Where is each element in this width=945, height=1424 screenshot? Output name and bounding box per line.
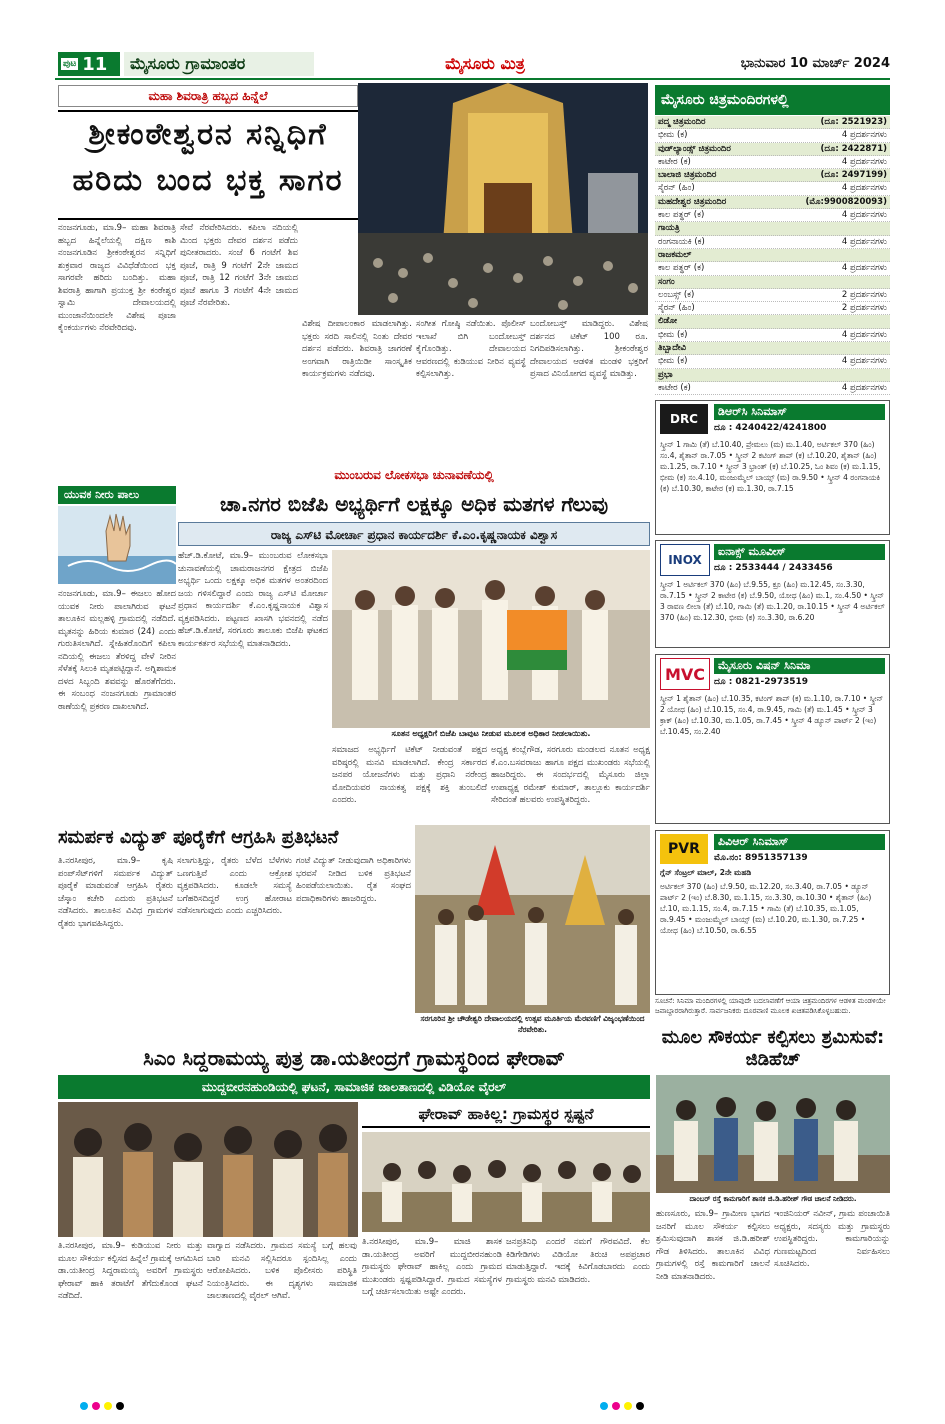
story6-column-2: ಜನಪ್ರತಿನಿಧಿ ಎಂದರೆ ನಮಗೆ ಗೌರವವಿದೆ. ಕೆಲ ಕಿಡಿಗೇಡಿಗಳು ವಿಡಿಯೋ ತಿರುಚಿ ಅಪಪ್ರಚಾರ ಮಾಡುತ್ತಿದ್ದಾರೆ. ಇದಕ್ಕೆ ಕಿವಿಗೊಡಬಾರದು ಎಂದು ಗ್ರಾಮಸ್ಥರು ಮನವಿ ಮಾಡಿದರು. <box>506 1237 650 1285</box>
movie-row <box>655 289 890 302</box>
cinema-hall-row <box>655 222 890 235</box>
story1-headline <box>58 110 358 220</box>
gherao-crowd-photo <box>58 1102 358 1237</box>
temple-crowd-photo <box>358 83 648 315</box>
mvc-box <box>655 654 890 824</box>
story3-photo-caption: ಸೂತನ ಅಧ್ಯಕ್ಷರಿಗೆ ಬಿಜೆಪಿ ಬಾವುಟ ನೀಡುವ ಮೂಲಕ ಅಧಿಕಾರ ನೀಡಲಾಯಿತು. <box>391 729 591 738</box>
cinema-listing-table <box>655 116 890 394</box>
story6-column-1: ತಿ.ನರಸೀಪುರ, ಮಾ.9– ಮಾಜಿ ಶಾಸಕ ಡಾ.ಯತೀಂದ್ರ ಅವರಿಗೆ ಮುದ್ದಬೀರನಹುಂಡಿ ಗ್ರಾಮಸ್ಥರು ಘೇರಾವ್ ಹಾಕಿಲ್ಲ ಎಂದು ಗ್ರಾಮದ ಮುಖಂಡರು ಸ್ಪಷ್ಟಪಡಿಸಿದ್ದಾರೆ. ಗ್ರಾಮದ ಸಮಸ್ಯೆಗಳ ಬಗ್ಗೆ ಚರ್ಚಿಸಲಾಯಿತು ಅಷ್ಟೇ ಎಂದರು. <box>362 1237 502 1297</box>
listing-name: ರಾಜಕಮಲ್ <box>658 249 692 260</box>
story1-kicker: ಮಹಾ ಶಿವರಾತ್ರಿ ಹಬ್ಬದ ಹಿನ್ನೆಲೆ <box>58 85 358 107</box>
listing-info: (ದೂ: 2521923) <box>820 117 887 127</box>
listing-info: 2 ಪ್ರದರ್ಶನಗಳು <box>841 289 887 300</box>
story3-band: ಮುಂಬರುವ ಲೋಕಸಭಾ ಚುನಾವಣೆಯಲ್ಲಿ <box>334 468 494 482</box>
story1-column-1: ನಂಜನಗೂಡು, ಮಾ.9– ಮಹಾ ಶಿವರಾತ್ರಿ ಹಬ್ಬದ ಹಿನ್ನೆಲೆಯಲ್ಲಿ ದಕ್ಷಿಣ ಕಾಶಿ ನಂಜನಗೂಡಿನ ಶ್ರೀಕಂಠೇಶ್ವರನ ಸನ್ನಿಧಿಗೆ ಶುಕ್ರವಾರ ರಾಜ್ಯದ ವಿವಿಧೆಡೆಯಿಂದ ಭಕ್ತ ಸಾಗರವೇ ಹರಿದು ಬಂದಿತ್ತು. ಮಹಾ ಶಿವರಾತ್ರಿ ಹಾಗಾಗಿ ಪ್ರಯುಕ್ತ ಶ್ರೀ ಕಂಠೇಶ್ವರ ಸ್ವಾಮಿ ದೇವಾಲಯದಲ್ಲಿ ಮುಂಜಾನೆಯಿಂದಲೇ ವಿಶೇಷ ಪೂಜಾ ಕೈಂಕರ್ಯಗಳು ನೆರವೇರಿದವು. <box>58 223 176 333</box>
page-number: 11 <box>82 53 108 75</box>
story7-photo-caption: ದಾಂಬರ್ ರಸ್ತೆ ಕಾಮಗಾರಿಗೆ ಶಾಸಕ ಜಿ.ಡಿ.ಹರೀಶ್ ಗೌಡ ಚಾಲನೆ ನೀಡಿದರು. <box>689 1195 857 1203</box>
story5-subheadline: ಮುದ್ದಬೀರನಹುಂಡಿಯಲ್ಲಿ ಘಟನೆ, ಸಾಮಾಜಿಕ ಜಾಲತಾಣದಲ್ಲಿ ವಿಡಿಯೋ ವೈರಲ್ <box>58 1075 650 1099</box>
listing-name: ಕಾಲ ಪತ್ಥರ್ (ಕ) <box>658 263 705 274</box>
listing-name: ಕಾಟೇರ (ಕ) <box>658 382 691 393</box>
listing-info: 4 ಪ್ರದರ್ಶನಗಳು <box>841 236 887 247</box>
listing-name: ಗಾಯತ್ರಿ <box>658 223 680 234</box>
listing-info: 4 ಪ್ರದರ್ಶನಗಳು <box>841 329 887 340</box>
temple-photo-art <box>358 83 648 315</box>
story3-headline: ಚಾ.ನಗರ ಬಿಜೆಪಿ ಅಭ್ಯರ್ಥಿಗೆ ಲಕ್ಷಕ್ಕೂ ಅಧಿಕ ಮತಗಳ ಗೆಲುವು <box>219 492 609 516</box>
story5-column-2: ವಾಗ್ವಾದ ನಡೆಸಿದರು. ಗ್ರಾಮದ ಸಮಸ್ಯೆ ಬಗ್ಗೆ ಹಲವು ಬಾರಿ ಮನವಿ ಸಲ್ಲಿಸಿದರೂ ಸ್ಪಂದಿಸಿಲ್ಲ ಎಂದು ಆರೋಪಿಸಿದರು. ಬಳಿಕ ಪೊಲೀಸರು ಪರಿಸ್ಥಿತಿ ನಿಯಂತ್ರಿಸಿದರು. ಈ ದೃಶ್ಯಗಳು ಸಾಮಾಜಿಕ ಜಾಲತಾಣದಲ್ಲಿ ವೈರಲ್ ಆಗಿವೆ. <box>207 1241 357 1301</box>
story7-column-1: ಹುಣಸೂರು, ಮಾ.9– ಗ್ರಾಮೀಣ ಭಾಗದ ಜನರಿಗೆ ಮೂಲ ಸೌಕರ್ಯ ಕಲ್ಪಿಸಲು ಶ್ರಮಿಸುವುದಾಗಿ ಶಾಸಕ ಜಿ.ಡಿ.ಹರೀಶ್ ಗೌಡ ತಿಳಿಸಿದರು. ತಾಲೂಕಿನ ವಿವಿಧ ಗ್ರಾಮಗಳಲ್ಲಿ ರಸ್ತೆ ಕಾಮಗಾರಿಗೆ ಚಾಲನೆ ನೀಡಿ ಮಾತನಾಡಿದರು. <box>656 1209 770 1282</box>
header-rule <box>55 78 890 80</box>
pvr-phone: ಮೊ.ನಂ: 8951357139 <box>714 853 808 863</box>
listing-name: ಲಿಡೋ <box>658 316 678 327</box>
mvc-logo: MVC <box>660 658 710 690</box>
listing-info: 4 ಪ್ರದರ್ಶನಗಳು <box>841 263 887 274</box>
cinema-hall-row <box>655 276 890 289</box>
story4-photo-caption: ಸರಗೂರಿನ ಶ್ರೀ ಚೌಡೇಶ್ವರಿ ದೇವಾಲಯದಲ್ಲಿ ಉತ್ಸವ ಮೂರ್ತಿಯ ಮೆರವಣಿಗೆ ವಿಜೃಂಭಣೆಯಿಂದ ನೆರವೇರಿತು. <box>420 1014 645 1034</box>
listing-name: ಮಹದೇಶ್ವರ ಚಿತ್ರಮಂದಿರ <box>658 196 727 207</box>
story1-column-3: ವಿಶೇಷ ದೀಪಾಲಂಕಾರ ಮಾಡಲಾಗಿತ್ತು. ಭಕ್ತರು ಸರದಿ ಸಾಲಿನಲ್ಲಿ ನಿಂತು ದೇವರ ದರ್ಶನ ಪಡೆದರು. ಶಿವರಾತ್ರಿ ಜಾಗರಣೆ ಅಂಗವಾಗಿ ರಾತ್ರಿಯಿಡೀ ಸಾಂಸ್ಕೃತಿಕ ಕಾರ್ಯಕ್ರಮಗಳು ನಡೆದವು. <box>302 319 412 379</box>
inox-box <box>655 540 890 648</box>
cinema-hall-row <box>655 369 890 382</box>
listing-info: (ದೂ: 2497199) <box>820 170 887 181</box>
inox-showtimes: ಸ್ಕ್ರೀನ್ 1 ಅರ್ಟಿಕಲ್ 370 (ಹಿಂ) ಬೆ.9.55, ಕ್ರೂ (ಹಿಂ) ಮ.12.45, ಸಂ.3.30, ರಾ.7.15 • ಸ್ಕ್ರೀನ್ 2 ಕಾಟೇರ (ಕ) ಬೆ.9.50, ಯೋಧ (ಹಿಂ) ಮ.1, ಸಂ.4.50 • ಸ್ಕ್ರೀನ್ 3 ರಾವಣ ಲೀಲಾ (ತೆ) ಬೆ.10, ಗಾಮಿ (ತೆ) ಮ.1.20, ರಾ.10.15 • ಸ್ಕ್ರೀನ್ 4 ಅರ್ಟಿಕಲ್ 370 (ಹಿಂ) ಮ.12.30, ಭೀಮ (ಕ) ಸಂ.3.30, ರಾ.6.20 <box>660 580 885 622</box>
listing-info: 4 ಪ್ರದರ್ಶನಗಳು <box>841 356 887 367</box>
section-title: ಮೈಸೂರು ಗ್ರಾಮಾಂತರ <box>124 52 314 76</box>
story4-column-1: ತಿ.ನರಸೀಪುರ, ಮಾ.9– ಕೃಷಿ ಪಂಪ್‌ಸೆಟ್‌ಗಳಿಗೆ ಸಮರ್ಪಕ ವಿದ್ಯುತ್ ಪೂರೈಕೆ ಮಾಡುವಂತೆ ಆಗ್ರಹಿಸಿ ರೈತರು ಚೆಸ್ಕಾಂ ಕಚೇರಿ ಎದುರು ಪ್ರತಿಭಟನೆ ನಡೆಸಿದರು. ತಾಲೂಕಿನ ವಿವಿಧ ಗ್ರಾಮಗಳ ರೈತರು ಭಾಗವಹಿಸಿದ್ದರು. <box>58 856 173 929</box>
pvr-box <box>655 830 890 995</box>
story7-headline: ಮೂಲ ಸೌಕರ್ಯ ಕಲ್ಪಿಸಲು ಶ್ರಮಿಸುವೆ: ಜಿಡಿಹೆಚ್ <box>661 1027 885 1070</box>
listing-name: ಪದ್ಮ ಚಿತ್ರಮಂದಿರ <box>658 117 706 127</box>
story4-column-2: ಸಲಾಗುತ್ತಿದ್ದು, ರೈತರು ಬೆಳೆದ ಬೆಳೆಗಳು ಒಣಗುತ್ತಿವೆ ಎಂದು ಆಕ್ರೋಶ ವ್ಯಕ್ತಪಡಿಸಿದರು. ಕೂಡಲೇ ಸಮಸ್ಯೆ ಬಗೆಹರಿಸದಿದ್ದರೆ ಉಗ್ರ ಹೋರಾಟ ನಡೆಸಲಾಗುವುದು ಎಂದು ಎಚ್ಚರಿಸಿದರು. <box>177 856 292 916</box>
story2-body: ನಂಜನಗೂಡು, ಮಾ.9– ಈಜಲು ಹೋದ ಯುವಕ ನೀರು ಪಾಲಾಗಿರುವ ಘಟನೆ ತಾಲೂಕಿನ ಮಲ್ಲಹಳ್ಳಿ ಗ್ರಾಮದಲ್ಲಿ ನಡೆದಿದೆ. ಮೃತನನ್ನು ಹಿರಿಯ ಕುಮಾರ (24) ಎಂದು ಗುರುತಿಸಲಾಗಿದೆ. ಸ್ನೇಹಿತರೊಂದಿಗೆ ಕಪಿಲಾ ನದಿಯಲ್ಲಿ ಈಜಲು ತೆರಳಿದ್ದ ವೇಳೆ ನೀರಿನ ಸೆಳೆತಕ್ಕೆ ಸಿಲುಕಿ ಮೃತಪಟ್ಟಿದ್ದಾನೆ. ಅಗ್ನಿಶಾಮಕ ದಳದ ಸಿಬ್ಬಂದಿ ಶವವನ್ನು ಹೊರತೆಗೆದರು. ಈ ಸಂಬಂಧ ನಂಜನಗೂಡು ಗ್ರಾಮಾಂತರ ಠಾಣೆಯಲ್ಲಿ ಪ್ರಕರಣ ದಾಖಲಾಗಿದೆ. <box>58 589 176 712</box>
listing-info: 4 ಪ್ರದರ್ಶನಗಳು <box>841 382 887 393</box>
story6-headline: ಘೇರಾವ್ ಹಾಕಿಲ್ಲ: ಗ್ರಾಮಸ್ಥರ ಸ್ಪಷ್ಟನೆ <box>362 1100 650 1128</box>
drc-logo: DRC <box>660 404 708 434</box>
cinema-hall-row <box>655 342 890 355</box>
listing-name: ಸೈರನ್ (ಹಿಂ) <box>658 183 695 194</box>
cinema-hall-row <box>655 143 890 156</box>
page-number-badge <box>58 52 120 76</box>
listing-info: 2 ಪ್ರದರ್ಶನಗಳು <box>841 303 887 314</box>
listing-info: 4 ಪ್ರದರ್ಶನಗಳು <box>841 130 887 141</box>
movie-row <box>655 355 890 368</box>
bjp-meeting-photo <box>332 550 650 728</box>
story5-headline: ಸಿಎಂ ಸಿದ್ದರಾಮಯ್ಯ ಪುತ್ರ ಡಾ.ಯತೀಂದ್ರಗೆ ಗ್ರಾಮಸ್ಥರಿಂದ ಘೇರಾವ್ <box>143 1046 565 1070</box>
page-label: ಪುಟ <box>63 59 77 69</box>
mvc-phone: ದೂ : 0821-2973519 <box>714 677 809 687</box>
villagers-press-photo <box>362 1132 650 1232</box>
listing-name: ಸೈರನ್ (ಹಿಂ) <box>658 303 695 314</box>
drc-name: ಡಿಆರ್‌ಸಿ ಸಿನಿಮಾಸ್ <box>714 404 885 420</box>
movie-row <box>655 302 890 315</box>
story4-headline: ಸಮರ್ಪಕ ವಿದ್ಯುತ್ ಪೂರೈಕೆಗೆ ಆಗ್ರಹಿಸಿ ಪ್ರತಿಭಟನೆ <box>58 827 339 848</box>
movie-row <box>655 236 890 249</box>
cinema-hall-row <box>655 196 890 209</box>
gherao-art <box>58 1102 358 1237</box>
story1-column-2: ಸೇವೆ ನೆರವೇರಿಸಿದರು. ಕಪಿಲಾ ನದಿಯಲ್ಲಿ ಮಿಂದ ಭಕ್ತರು ದೇವರ ದರ್ಶನ ಪಡೆದು ಪುನೀತರಾದರು. ಸಂಜೆ 6 ಗಂಟೆಗೆ ಶಿವ ಪೂಜೆ, ರಾತ್ರಿ 9 ಗಂಟೆಗೆ 2ನೇ ಜಾಮದ ಪೂಜೆ, ರಾತ್ರಿ 12 ಗಂಟೆಗೆ 3ನೇ ಜಾಮದ ಪೂಜೆ ಹಾಗೂ 3 ಗಂಟೆಗೆ 4ನೇ ಜಾಮದ ಪೂಜೆ ನೆರವೇರಿತು. <box>180 223 298 308</box>
story2-kicker: ಯುವಕ ನೀರು ಪಾಲು <box>58 486 176 504</box>
listing-name: ಭೀಮ (ಕ) <box>658 356 688 367</box>
cinema-notice: ಸೂಚನೆ: ಸಿನಿಮಾ ಮಂದಿರಗಳಲ್ಲಿ ಯಾವುದೇ ಬದಲಾವಣೆಗೆ ಆಯಾ ಚಿತ್ರಮಂದಿರಗಳ ಆಡಳಿತ ಮಂಡಳಿಯೇ ಜವಾಬ್ದಾರರಾಗಿರುತ್ತಾರೆ. ಸಾರ್ವಜನಿಕರು ದೂರವಾಣಿ ಮೂಲಕ ಖಚಿತಪಡಿಸಿಕೊಳ್ಳಬಹುದು. <box>655 997 886 1015</box>
story3-column-1: ಹೆಚ್.ಡಿ.ಕೋಟೆ, ಮಾ.9– ಮುಂಬರುವ ಲೋಕಸಭಾ ಚುನಾವಣೆಯಲ್ಲಿ ಚಾಮರಾಜನಗರ ಕ್ಷೇತ್ರದ ಬಿಜೆಪಿ ಅಭ್ಯರ್ಥಿ ಒಂದು ಲಕ್ಷಕ್ಕೂ ಅಧಿಕ ಮತಗಳ ಅಂತರದಿಂದ ಜಯ ಗಳಿಸಲಿದ್ದಾರೆ ಎಂದು ರಾಜ್ಯ ಎಸ್‌ಟಿ ಮೋರ್ಚಾ ಪ್ರಧಾನ ಕಾರ್ಯದರ್ಶಿ ಕೆ.ಎಂ.ಕೃಷ್ಣನಾಯಕ ವಿಶ್ವಾಸ ವ್ಯಕ್ತಪಡಿಸಿದರು. ಪಟ್ಟಣದ ಖಾಸಗಿ ಭವನದಲ್ಲಿ ನಡೆದ ಹೆಚ್.ಡಿ.ಕೋಟೆ, ಸರಗೂರು ತಾಲೂಕು ಬಿಜೆಪಿ ಘಟಕದ ಕಾರ್ಯಕರ್ತರ ಸಭೆಯಲ್ಲಿ ಮಾತನಾಡಿದರು. <box>178 551 328 649</box>
story3-column-3: ಅಧ್ಯಕ್ಷ ಕಂಬ್ಲೆಗೌಡ, ಸರಗೂರು ಮಂಡಲದ ನೂತನ ಅಧ್ಯಕ್ಷ ಕೆ.ಎಂ.ಬಸವರಾಜು ಹಾಗೂ ಪಕ್ಷದ ಮುಖಂಡರು ಸಭೆಯಲ್ಲಿ ಹಾಜರಿದ್ದರು. ಈ ಸಂದರ್ಭದಲ್ಲಿ ಮೈಸೂರು ಜಿಲ್ಲಾ ಉಪಾಧ್ಯಕ್ಷ ರಮೇಶ್ ಕುಮಾರ್, ತಾಲ್ಲೂಕು ಕಾರ್ಯದರ್ಶಿ ಸೇರಿದಂತೆ ಹಲವರು ಉಪಸ್ಥಿತರಿದ್ದರು. <box>491 745 650 805</box>
bjp-meeting-art <box>332 550 650 728</box>
listing-name: ವುಡ್‌ಲ್ಯಾಂಡ್ಸ್ ಚಿತ್ರಮಂದಿರ <box>658 143 731 154</box>
color-registration-marks-right <box>600 1402 700 1412</box>
cinema-hall-row <box>655 249 890 262</box>
movie-row <box>655 262 890 275</box>
listing-name: ಕಾಲ ಪತ್ಥರ್ (ಕ) <box>658 210 705 221</box>
cinema-listing-title: ಮೈಸೂರು ಚಿತ್ರಮಂದಿರಗಳಲ್ಲಿ <box>655 85 890 115</box>
movie-row <box>655 382 890 395</box>
road-inauguration-art <box>656 1075 890 1193</box>
pvr-logo: PVR <box>660 834 708 864</box>
story1-headline-line2: ಹರಿದು ಬಂದ ಭಕ್ತ ಸಾಗರ <box>72 163 344 198</box>
drc-cinemas-box <box>655 400 890 535</box>
movie-row <box>655 182 890 195</box>
pvr-showtimes: ಅರ್ಟಿಕಲ್ 370 (ಹಿಂ) ಬೆ.9.50, ಮ.12.20, ಸಂ.3.40, ರಾ.7.05 • ಡ್ಯೂನ್ ಪಾರ್ಟ್ 2 (ಇಂ) ಬೆ.8.30, ಮ.1.15, ಸಂ.3.30, ರಾ.10.30 • ಶೈತಾನ್ (ಹಿಂ) ಬೆ.10, ಮ.1.15, ಸಂ.4, ರಾ.7.15 • ಗಾಮಿ (ತೆ) ಬೆ.10.35, ಮ.1.05, ರಾ.9.45 • ಮಂಜುಮ್ಮೆಲ್ ಬಾಯ್ಸ್ (ಮ) ಬೆ.10.20, ಮ.1.30, ರಾ.7.25 • ಯೋಧ (ಹಿಂ) ಬೆ.10.50, ರಾ.6.55 <box>660 882 872 935</box>
pvr-name: ಪಿವಿಆರ್ ಸಿನಿಮಾಸ್ <box>714 834 885 850</box>
listing-info: (ಮೊ:9900820093) <box>805 196 887 207</box>
drc-showtimes: ಸ್ಕ್ರೀನ್ 1 ಗಾಮಿ (ತೆ) ಬೆ.10.40, ಪ್ರೇಮಲು (ಮ) ಮ.1.40, ಅರ್ಟಿಕಲ್ 370 (ಹಿಂ) ಸಂ.4, ಶೈತಾನ್ ರಾ.7.05 • ಸ್ಕ್ರೀನ್ 2 ಕಟಿಂಗ್ ಶಾಪ್ (ಕ) ಬೆ.10.20, ಶೈತಾನ್ (ಹಿಂ) ಮ.1.25, ರಾ.7.10 • ಸ್ಕ್ರೀನ್ 3 ಭ್ರಾಂತ್ (ಕ) ಬೆ.10.25, ಓಂ ಶಿವಂ (ಕ) ಮ.1.15, ಭೀಮ (ಕ) ಸಂ.4.10, ಮಂಜುಮ್ಮೆಲ್ ಬಾಯ್ಸ್ (ಮ) ರಾ.9.50 • ಸ್ಕ್ರೀನ್ 4 ರಂಗನಾಯಕಿ (ಕ) ಬೆ.10.30, ಕಾಟೇರ (ಕ) ಮ.1.30, ರಾ.7.15 <box>660 440 881 493</box>
inox-logo: INOX <box>660 544 710 576</box>
listing-info: 4 ಪ್ರದರ್ಶನಗಳು <box>841 156 887 167</box>
story3-column-2: ಸಮಾಜದ ಅಭ್ಯರ್ಥಿಗೆ ಟಿಕೆಟ್ ನೀಡುವಂತೆ ಪಕ್ಷದ ವರಿಷ್ಠರಲ್ಲಿ ಮನವಿ ಮಾಡಲಾಗಿದೆ. ಕೇಂದ್ರ ಸರ್ಕಾರದ ಜನಪರ ಯೋಜನೆಗಳು ಮತ್ತು ಪ್ರಧಾನಿ ನರೇಂದ್ರ ಮೋದಿಯವರ ನಾಯಕತ್ವ ಪಕ್ಷಕ್ಕೆ ಶಕ್ತಿ ತುಂಬಲಿದೆ ಎಂದರು. <box>332 745 487 805</box>
inox-name: ಐನಾಕ್ಸ್ ಮೂವೀಸ್ <box>714 544 885 560</box>
hand-in-water-icon <box>58 506 176 584</box>
cinema-hall-row <box>655 315 890 328</box>
story1-column-4: ಸಂಗೀತ ಗೋಷ್ಠಿ ನಡೆಯಿತು. ಪೊಲೀಸ್ ಇಲಾಖೆ ಬಿಗಿ ಬಂದೋಬಸ್ತ್ ಕೈಗೊಂಡಿತ್ತು. ದೇವಾಲಯದ ಆವರಣದಲ್ಲಿ ಕುಡಿಯುವ ನೀರಿನ ವ್ಯವಸ್ಥೆ ಕಲ್ಪಿಸಲಾಗಿತ್ತು. <box>416 319 526 379</box>
movie-row <box>655 129 890 142</box>
story4-column-3: ಗಂಟೆ ವಿದ್ಯುತ್ ನೀಡುವುದಾಗಿ ಅಧಿಕಾರಿಗಳು ಭರವಸೆ ನೀಡಿದ ಬಳಿಕ ಪ್ರತಿಭಟನೆ ಹಿಂಪಡೆಯಲಾಯಿತು. ರೈತ ಸಂಘದ ಪದಾಧಿಕಾರಿಗಳು ಹಾಜರಿದ್ದರು. <box>296 856 411 904</box>
listing-name: ಬಾಲಾಜಿ ಚಿತ್ರಮಂದಿರ <box>658 170 717 181</box>
listing-name: ಪ್ರಭಾ <box>658 369 673 380</box>
listing-name: ರಂಗನಾಯಕಿ (ಕ) <box>658 236 705 247</box>
masthead: ಮೈಸೂರು ಮಿತ್ರ <box>445 54 525 73</box>
listing-name: ಭೀಮ (ಕ) <box>658 329 688 340</box>
pvr-address: ಗ್ಲೆನ್ ಸೆಂಟ್ರಲ್ ಮಾಲ್, 2ನೇ ಮಹಡಿ <box>660 868 752 877</box>
cinema-hall-row <box>655 169 890 182</box>
villagers-art <box>362 1132 650 1232</box>
drowning-hand-illustration <box>58 506 176 584</box>
movie-row <box>655 329 890 342</box>
story1-column-5: ಬಂದೋಬಸ್ತ್ ಮಾಡಿದ್ದರು. ವಿಶೇಷ ದರ್ಶನದ ಟಿಕೆಟ್ 100 ರೂ. ನಿಗದಿಪಡಿಸಲಾಗಿತ್ತು. ಶ್ರೀಕಂಠೇಶ್ವರ ದೇವಾಲಯದ ಆಡಳಿತ ಮಂಡಳಿ ಭಕ್ತರಿಗೆ ಪ್ರಸಾದ ವಿನಿಯೋಗದ ವ್ಯವಸ್ಥೆ ಮಾಡಿತ್ತು. <box>530 319 648 379</box>
cinema-hall-row <box>655 116 890 129</box>
listing-info: 4 ಪ್ರದರ್ಶನಗಳು <box>841 210 887 221</box>
listing-name: ಸಂಗಂ <box>658 276 675 287</box>
mvc-showtimes: ಸ್ಕ್ರೀನ್ 1 ಶೈತಾನ್ (ಹಿಂ) ಬೆ.10.35, ಕಟಿಂಗ್ ಶಾಪ್ (ಕ) ಮ.1.10, ರಾ.7.10 • ಸ್ಕ್ರೀನ್ 2 ಯೋಧ (ಹಿಂ) ಬೆ.10.15, ಸಂ.4, ರಾ.9.45, ಗಾಮಿ (ತೆ) ಮ.1.45 • ಸ್ಕ್ರೀನ್ 3 ಕ್ರಾಕ್ (ಹಿಂ) ಬೆ.10.30, ಮ.1.05, ರಾ.7.45 • ಸ್ಕ್ರೀನ್ 4 ಡ್ಯೂನ್ ಪಾರ್ಟ್ 2 (ಇಂ) ಬೆ.10.45, ಸಂ.2.40 <box>660 694 884 736</box>
movie-row <box>655 156 890 169</box>
story3-subheadline: ರಾಜ್ಯ ಎಸ್‌ಟಿ ಮೋರ್ಚಾ ಪ್ರಧಾನ ಕಾರ್ಯದರ್ಶಿ ಕೆ.ಎಂ.ಕೃಷ್ಣನಾಯಕ ವಿಶ್ವಾಸ <box>178 522 650 546</box>
listing-name: ಲಂಬಸ್ಸ್ (ಕ) <box>658 289 695 300</box>
story5-column-1: ತಿ.ನರಸೀಪುರ, ಮಾ.9– ಕುಡಿಯುವ ನೀರು ಮತ್ತು ಮೂಲ ಸೌಕರ್ಯ ಕಲ್ಪಿಸದ ಹಿನ್ನೆಲೆ ಗ್ರಾಮಕ್ಕೆ ಆಗಮಿಸಿದ ಡಾ.ಯತೀಂದ್ರ ಸಿದ್ದರಾಮಯ್ಯ ಅವರಿಗೆ ಗ್ರಾಮಸ್ಥರು ಘೇರಾವ್ ಹಾಕಿ ತರಾಟೆಗೆ ತೆಗೆದುಕೊಂಡ ಘಟನೆ ನಡೆದಿದೆ. <box>58 1241 203 1301</box>
inox-phone: ದೂ : 2533444 / 2433456 <box>714 563 833 573</box>
road-inauguration-photo <box>656 1075 890 1193</box>
mvc-name: ಮೈಸೂರು ವಿಷನ್ ಸಿನಿಮಾ <box>714 658 885 674</box>
dateline: ಭಾನುವಾರ 10 ಮಾರ್ಚ್ 2024 <box>740 56 890 71</box>
festival-art <box>415 825 650 1013</box>
listing-name: ಕಾಟೇರ (ಕ) <box>658 156 691 167</box>
listing-name: ತಿಬ್ಬಾದೇವಿ <box>658 343 687 354</box>
listing-info: 4 ಪ್ರದರ್ಶನಗಳು <box>841 183 887 194</box>
movie-row <box>655 209 890 222</box>
story1-headline-line1: ಶ್ರೀಕಂಠೇಶ್ವರನ ಸನ್ನಿಧಿಗೆ <box>88 117 328 152</box>
color-registration-marks-left <box>80 1402 180 1412</box>
drc-phone: ದೂ : 4240422/4241800 <box>714 423 827 433</box>
listing-name: ಭೀಮ (ಕ) <box>658 130 688 141</box>
listing-info: (ದೂ: 2422871) <box>820 143 887 154</box>
story7-column-2: ಇಂಜಿನಿಯರ್ ನವೀನ್, ಗ್ರಾಮ ಪಂಚಾಯಿತಿ ಅಧ್ಯಕ್ಷರು, ಸದಸ್ಯರು ಮತ್ತು ಗ್ರಾಮಸ್ಥರು ಉಪಸ್ಥಿತರಿದ್ದರು. ಕಾಮಗಾರಿಯನ್ನು ಗುಣಮಟ್ಟದಿಂದ ನಿರ್ವಹಿಸಲು ಸೂಚಿಸಿದರು. <box>774 1209 890 1269</box>
temple-festival-photo <box>415 825 650 1013</box>
